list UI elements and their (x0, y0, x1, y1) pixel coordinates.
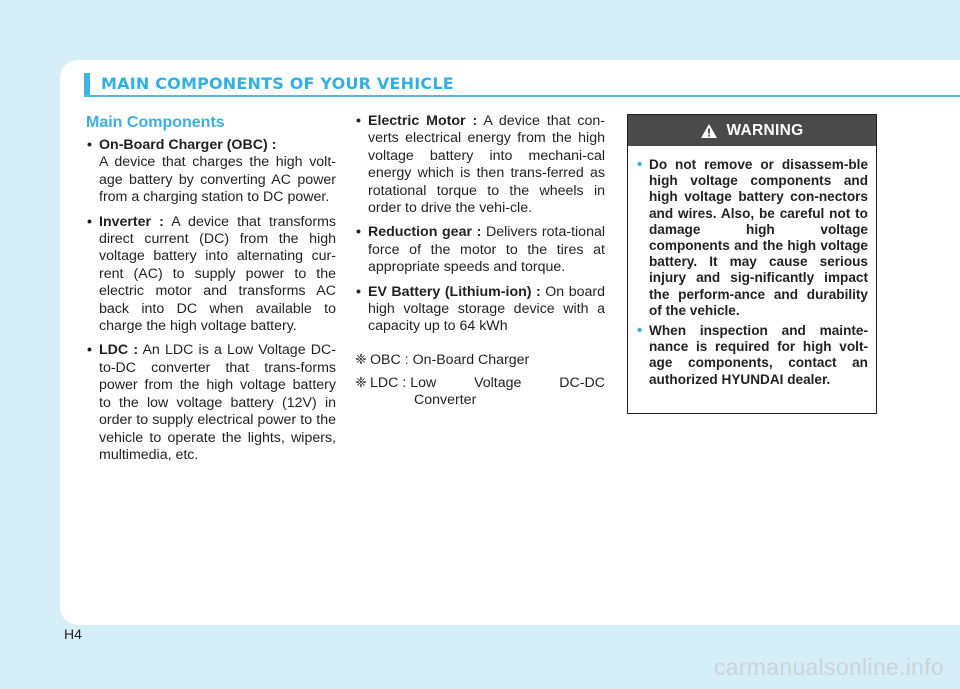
page-number: H4 (64, 626, 82, 642)
warning-text: When inspection and mainte-nance is required for high volt-age components, contact an authorized HYUNDAI dealer. (649, 323, 868, 387)
header-accent-bar (84, 73, 90, 95)
bullet-icon: • (637, 322, 643, 340)
item-text: On board high voltage storage device with a capacity up to 64 kWh (368, 283, 605, 335)
bullet-icon: • (87, 342, 92, 359)
item-label: Reduction gear : (368, 224, 482, 241)
note-ldc (353, 375, 605, 406)
bullet-icon: • (356, 224, 361, 241)
list-item-electric-motor (353, 113, 605, 217)
header-title: MAIN COMPONENTS OF YOUR VEHICLE (101, 74, 454, 93)
list-item-inverter (84, 214, 336, 336)
item-label: LDC : (99, 342, 139, 359)
note-text: LDC : Low (370, 375, 437, 392)
note-star-icon: ❈ (355, 351, 367, 368)
left-column (84, 137, 336, 471)
warning-box (627, 114, 877, 414)
note-text: Voltage (474, 375, 522, 392)
warning-body (628, 146, 876, 388)
bullet-icon: • (87, 213, 92, 230)
note-star-icon: ❈ (355, 375, 367, 392)
list-item-obc (84, 137, 336, 207)
warning-text: Do not remove or disassem-ble high voltage components and high voltage battery con-nectors and wires. Also, be careful not to damage high voltage components and the high voltage battery. It may cause serious injury and sig-nificantly impact the perform-ance and durability of the vehicle. (649, 157, 868, 318)
item-text: A device that charges the high volt-age battery by converting AC power from a charging station to DC power. (99, 154, 336, 206)
item-label: On-Board Charger (OBC) : (99, 137, 277, 153)
item-text: A device that transforms direct current (DC) from the high voltage battery into alternating cur-rent (AC) to supply power to the electric motor and transforms AC back into DC when available to charge the high voltage battery. (99, 213, 336, 335)
note-obc (353, 352, 605, 369)
item-label: EV Battery (Lithium-ion) : (368, 283, 541, 300)
warning-title: WARNING (726, 121, 804, 139)
warning-item (636, 323, 868, 388)
note-text: DC-DC (559, 375, 605, 392)
note-text: OBC : On-Board Charger (370, 351, 530, 368)
section-title: Main Components (86, 114, 225, 131)
bullet-icon: • (356, 283, 361, 300)
bullet-icon: • (637, 156, 643, 173)
warning-item (636, 157, 868, 319)
header-rule (84, 95, 960, 97)
bullet-icon: • (87, 137, 92, 153)
item-text: An LDC is a Low Voltage DC-to-DC converter that trans-forms power from the high voltage battery to the low voltage battery (12V) in order to supply electrical power to the vehicle to operate the lights, wipers, multimedia, etc. (99, 342, 336, 463)
bullet-icon: • (356, 113, 361, 129)
item-text: A device that con-verts electrical energy from the high voltage battery into mechani-cal energy which is then trans-ferred as rotational torque to the wheels in order to drive the vehi-cle. (368, 113, 605, 217)
list-item-ev-battery (353, 284, 605, 336)
item-label: Inverter : (99, 213, 164, 230)
note-text: Converter (414, 391, 477, 408)
warning-triangle-icon (700, 123, 718, 139)
middle-column (353, 113, 605, 407)
list-item-reduction-gear (353, 224, 605, 276)
item-label: Electric Motor : (368, 113, 478, 129)
warning-header (628, 115, 876, 146)
list-item-ldc (84, 342, 336, 464)
item-text: Delivers rota-tional force of the motor to the tires at appropriate speeds and torque. (368, 224, 605, 276)
watermark: carmanualsonline.info (713, 654, 944, 680)
